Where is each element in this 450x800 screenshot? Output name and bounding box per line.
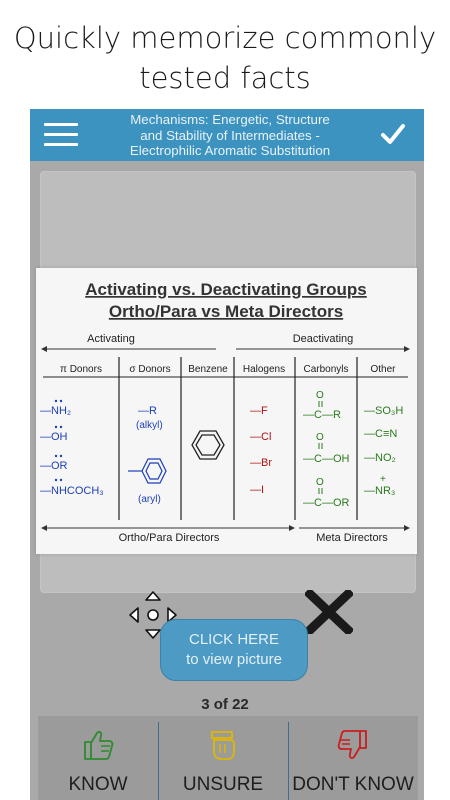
halogen-cl: —Cl	[250, 431, 272, 443]
pi-donor-or: —OR	[40, 460, 68, 472]
ortho-para-label: Ortho/Para Directors	[118, 532, 220, 544]
view-picture-button[interactable]	[160, 619, 308, 681]
col-carbonyls: Carbonyls	[303, 364, 349, 375]
halogen-i: —I	[250, 484, 265, 496]
carbonyl-o-2: O	[316, 432, 324, 443]
know-label: KNOW	[68, 774, 128, 795]
benzene-ring-icon	[192, 431, 224, 459]
figure-title-2: Ortho/Para vs Meta Directors	[108, 302, 344, 321]
other-no2: —NO₂	[364, 452, 396, 464]
topic-title-line-1: Mechanisms: Energetic, Structure	[130, 112, 330, 127]
carbonyl-o-3: O	[316, 477, 324, 488]
view-button-line-1: CLICK HERE	[188, 631, 280, 648]
sigma-donor-aryl: (aryl)	[138, 494, 161, 505]
app-bar	[30, 109, 424, 161]
unsure-button[interactable]	[158, 716, 288, 800]
other-plus: +	[380, 474, 386, 485]
pi-donor-nh2: —NH₂	[40, 405, 72, 417]
col-other: Other	[370, 364, 396, 375]
know-button[interactable]	[38, 716, 158, 800]
promo-line-2: tested facts	[139, 61, 311, 95]
col-pi-donors: π Donors	[60, 364, 102, 375]
activating-label: Activating	[87, 333, 135, 345]
other-so3h: —SO₃H	[364, 405, 404, 417]
thumbs-up-icon	[81, 728, 115, 762]
thumbs-down-icon	[336, 728, 370, 762]
carbonyl-ketone: —C—R	[303, 409, 341, 421]
hamburger-icon[interactable]	[44, 123, 78, 147]
unsure-label: UNSURE	[182, 774, 264, 795]
aryl-ring-icon	[128, 459, 166, 483]
other-nr3: —NR₃	[364, 485, 396, 497]
promo-line-1: Quickly memorize commonly	[13, 21, 437, 55]
halogen-br: —Br	[250, 457, 272, 469]
dont-know-button[interactable]	[288, 716, 418, 800]
halogen-f: —F	[250, 405, 268, 417]
sigma-donor-alkyl: (alkyl)	[136, 420, 163, 431]
pi-donor-nhcoch3: —NHCOCH₃	[40, 485, 104, 497]
view-button-line-2: to view picture	[186, 651, 282, 668]
meta-label: Meta Directors	[316, 532, 388, 544]
card-counter: 3 of 22	[201, 696, 249, 713]
topic-title	[102, 112, 358, 159]
col-benzene: Benzene	[188, 364, 228, 375]
thumbs-sideways-icon	[206, 728, 240, 762]
deactivating-label: Deactivating	[292, 333, 354, 345]
rating-bar	[38, 716, 418, 800]
sigma-donor-r: —R	[138, 405, 157, 417]
carbonyl-acid: —C—OH	[303, 453, 350, 465]
col-halogens: Halogens	[242, 364, 286, 375]
figure-title-1: Activating vs. Deactivating Groups	[85, 280, 367, 299]
carbonyl-ester: —C—OR	[303, 497, 350, 509]
other-cn: —C≡N	[364, 428, 398, 440]
topic-title-line-3: Electrophilic Aromatic Substitution	[129, 143, 331, 158]
promo-headline	[0, 18, 450, 98]
flashcard-figure	[36, 268, 417, 554]
pi-donor-oh: —OH	[40, 431, 68, 443]
col-sigma-donors: σ Donors	[129, 364, 171, 375]
x-icon[interactable]	[305, 590, 353, 634]
topic-title-line-2: and Stability of Intermediates -	[140, 127, 320, 143]
check-icon[interactable]	[380, 121, 406, 147]
carbonyl-o-1: O	[316, 390, 324, 401]
dont-know-label: DON'T KNOW	[292, 774, 414, 795]
